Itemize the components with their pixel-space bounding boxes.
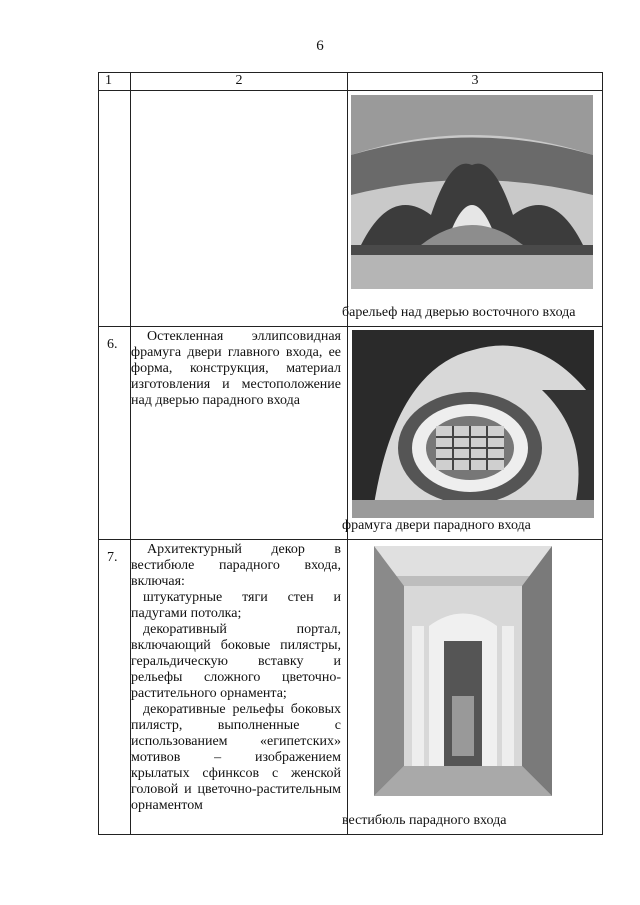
image-caption: фрамуга двери парадного входа xyxy=(342,518,531,533)
row-number: 7. xyxy=(99,540,131,835)
header-cell-2 xyxy=(131,73,348,91)
header-label-2: 2 xyxy=(235,73,243,88)
bas-relief-photo xyxy=(351,95,593,289)
row-image-cell xyxy=(342,91,603,327)
table-row xyxy=(99,91,603,327)
row-description-cell xyxy=(131,327,348,540)
row-image-cell xyxy=(342,540,603,835)
table-header-row xyxy=(99,73,603,91)
image-caption: барельеф над дверью восточного входа xyxy=(342,305,576,320)
row-description: Архитектурный декор в вестибюле парадного входа, включая: xyxy=(131,542,341,589)
row-description: Остекленная эллипсовидная фрамуга двери главного входа, ее форма, конструкция, материал изготовления и местоположение над дверью парадного входа xyxy=(131,329,341,408)
row-number-cell xyxy=(99,91,131,327)
image-caption: вестибюль парадного входа xyxy=(342,813,507,828)
row-description-cell xyxy=(131,91,348,327)
row-description-cell xyxy=(131,540,348,835)
header-cell-3 xyxy=(348,73,603,91)
row-image-cell xyxy=(342,327,603,540)
header-label-3: 3 xyxy=(471,73,479,88)
row-number: 6. xyxy=(99,327,131,540)
page-number: 6 xyxy=(316,38,324,54)
row-description: декоративные рельефы боковых пилястр, выполненные с использованием «египетских» мотивов – изображением крылатых сфинксов с женской головой и цветочно-растительным орнаментом xyxy=(131,702,341,813)
header-cell-1 xyxy=(99,73,131,91)
heritage-table xyxy=(98,72,603,835)
table-row xyxy=(99,327,603,540)
row-description: штукатурные тяги стен и падугами потолка; xyxy=(131,590,341,621)
row-description: декоративный портал, включающий боковые пилястры, геральдическую вставку и рельефы сложного цветочно-растительного орнамента; xyxy=(131,622,341,701)
vestibule-photo xyxy=(374,546,552,796)
header-label-1: 1 xyxy=(105,73,112,88)
table-row xyxy=(99,540,603,835)
transom-window-photo xyxy=(352,330,594,518)
